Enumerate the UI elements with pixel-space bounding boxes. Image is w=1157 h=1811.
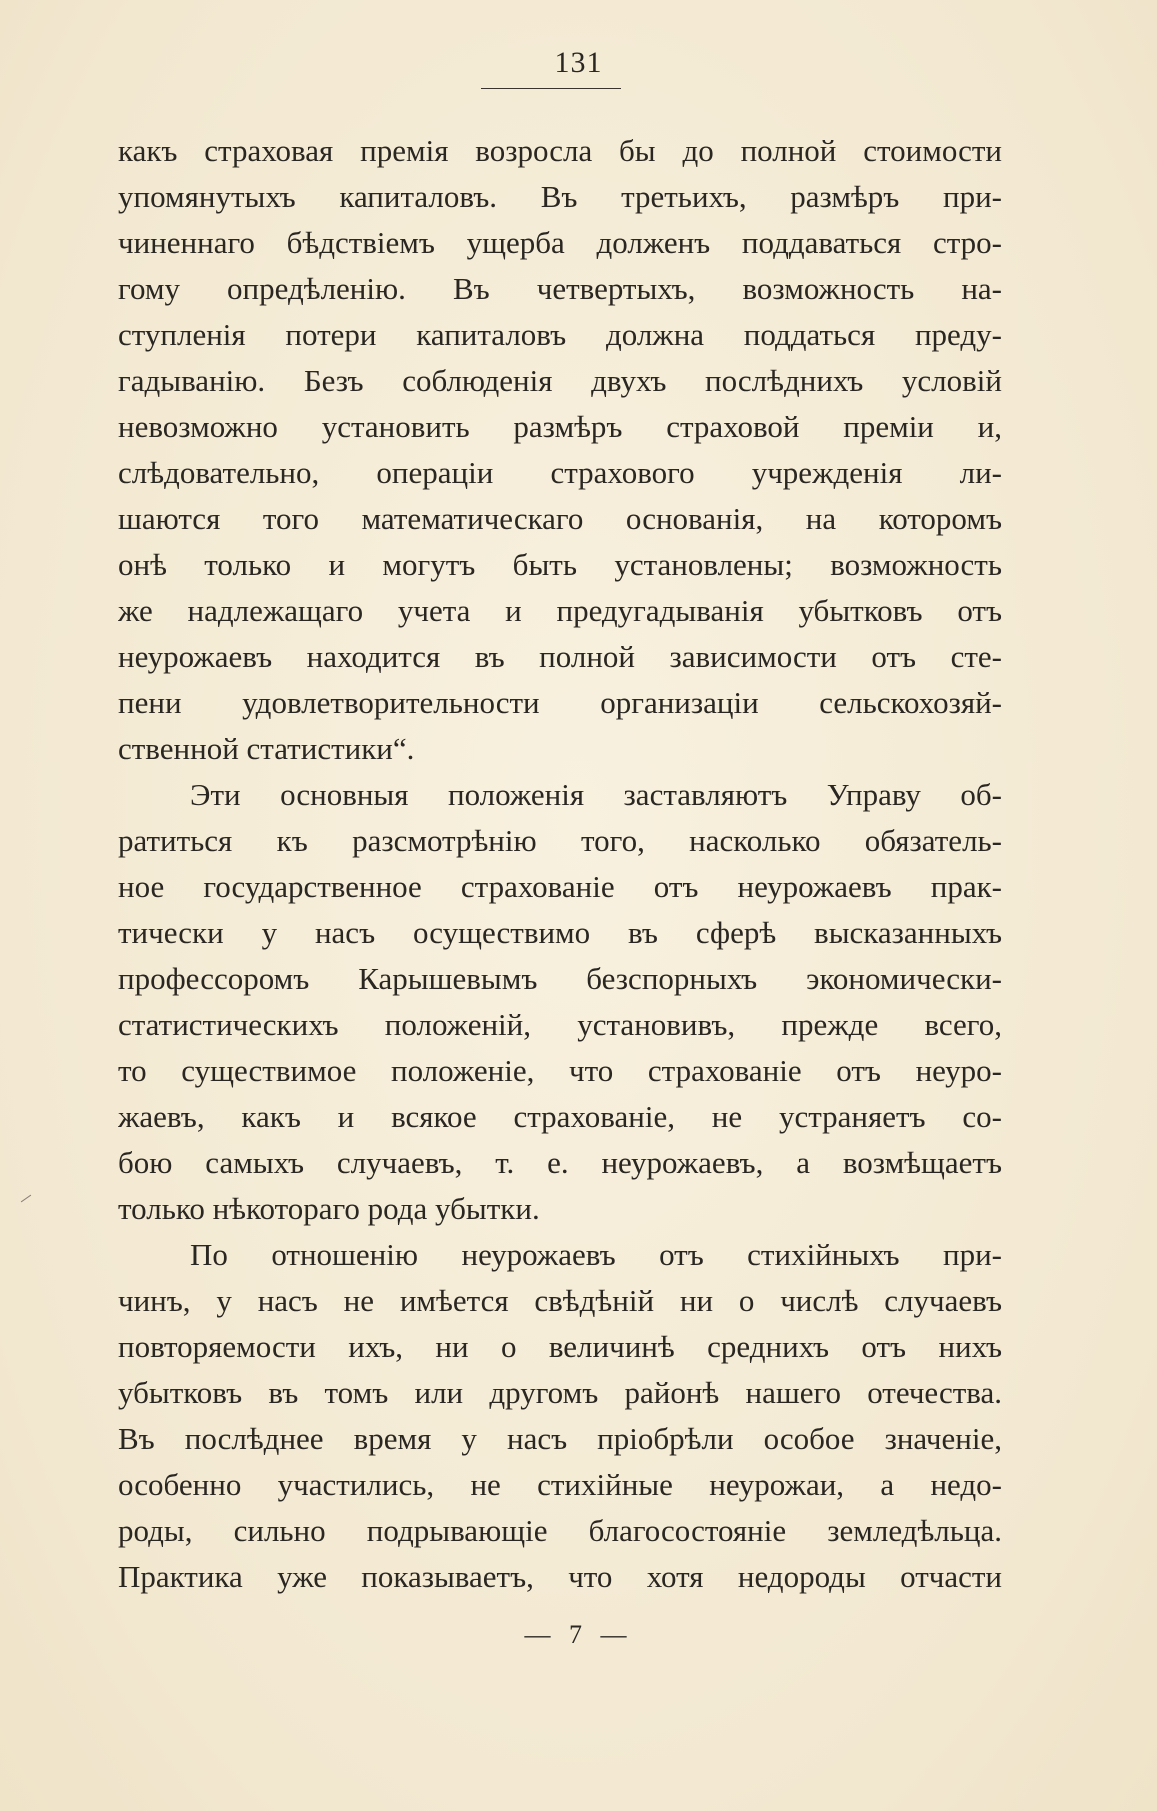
text-line: жаевъ, какъ и всякое страхованіе, не устраняетъ со- bbox=[118, 1099, 1002, 1134]
text-line: Въ послѣднее время у насъ пріобрѣли особое значеніе, bbox=[118, 1421, 1002, 1456]
text-line: чинъ, у насъ не имѣется свѣдѣній ни о числѣ случаевъ bbox=[118, 1283, 1002, 1318]
text-line: слѣдовательно, операціи страхового учрежденія ли- bbox=[118, 455, 1002, 490]
text-line: шаются того математическаго основанія, на которомъ bbox=[118, 501, 1002, 536]
header-rule bbox=[481, 88, 621, 89]
page-number: 131 bbox=[554, 46, 603, 79]
text-line: особенно участились, не стихійные неурожаи, а недо- bbox=[118, 1467, 1002, 1502]
text-line: то существимое положеніе, что страхованіе отъ неуро- bbox=[118, 1053, 1002, 1088]
text-line: чиненнаго бѣдствіемъ ущерба долженъ поддаваться стро- bbox=[118, 225, 1002, 260]
printer-signature-mark: — 7 — bbox=[524, 1620, 633, 1649]
text-line: какъ страховая премія возросла бы до полной стоимости bbox=[118, 133, 1002, 168]
text-line: тически у насъ осуществимо въ сферѣ высказанныхъ bbox=[118, 915, 1002, 950]
text-line: ное государственное страхованіе отъ неурожаевъ прак- bbox=[118, 869, 1002, 904]
body-text bbox=[118, 128, 1002, 1600]
text-line: упомянутыхъ капиталовъ. Въ третьихъ, размѣръ при- bbox=[118, 179, 1002, 214]
text-line: По отношенію неурожаевъ отъ стихійныхъ при- bbox=[190, 1237, 1002, 1272]
text-line: ступленія потери капиталовъ должна поддаться преду- bbox=[118, 317, 1002, 352]
text-line: профессоромъ Карышевымъ безспорныхъ экономически- bbox=[118, 961, 1002, 996]
text-line: гадыванію. Безъ соблюденія двухъ послѣднихъ условій bbox=[118, 363, 1002, 398]
text-line: онѣ только и могутъ быть установлены; возможность bbox=[118, 547, 1002, 582]
text-line: только нѣкотораго рода убытки. bbox=[118, 1191, 540, 1226]
text-line: же надлежащаго учета и предугадыванія убытковъ отъ bbox=[118, 593, 1002, 628]
text-line: убытковъ въ томъ или другомъ районѣ нашего отечества. bbox=[118, 1375, 1002, 1410]
text-line: роды, сильно подрывающіе благосостояніе земледѣльца. bbox=[118, 1513, 1002, 1548]
margin-pencil-mark bbox=[21, 1195, 31, 1203]
text-line: повторяемости ихъ, ни о величинѣ среднихъ отъ нихъ bbox=[118, 1329, 1002, 1364]
text-line: неурожаевъ находится въ полной зависимости отъ сте- bbox=[118, 639, 1002, 674]
text-line: невозможно установить размѣръ страховой преміи и, bbox=[118, 409, 1002, 444]
text-line: ратиться къ разсмотрѣнію того, насколько обязатель- bbox=[118, 823, 1002, 858]
text-line: Практика уже показываетъ, что хотя недороды отчасти bbox=[118, 1559, 1002, 1594]
text-line: пени удовлетворительности организаціи сельскохозяй- bbox=[118, 685, 1002, 720]
text-line: бою самыхъ случаевъ, т. е. неурожаевъ, а возмѣщаетъ bbox=[118, 1145, 1002, 1180]
text-line: Эти основныя положенія заставляютъ Управу об- bbox=[190, 777, 1002, 812]
text-line: статистическихъ положеній, установивъ, прежде всего, bbox=[118, 1007, 1002, 1042]
text-line: ственной статистики“. bbox=[118, 731, 415, 766]
text-line: гому опредѣленію. Въ четвертыхъ, возможность на- bbox=[118, 271, 1002, 306]
